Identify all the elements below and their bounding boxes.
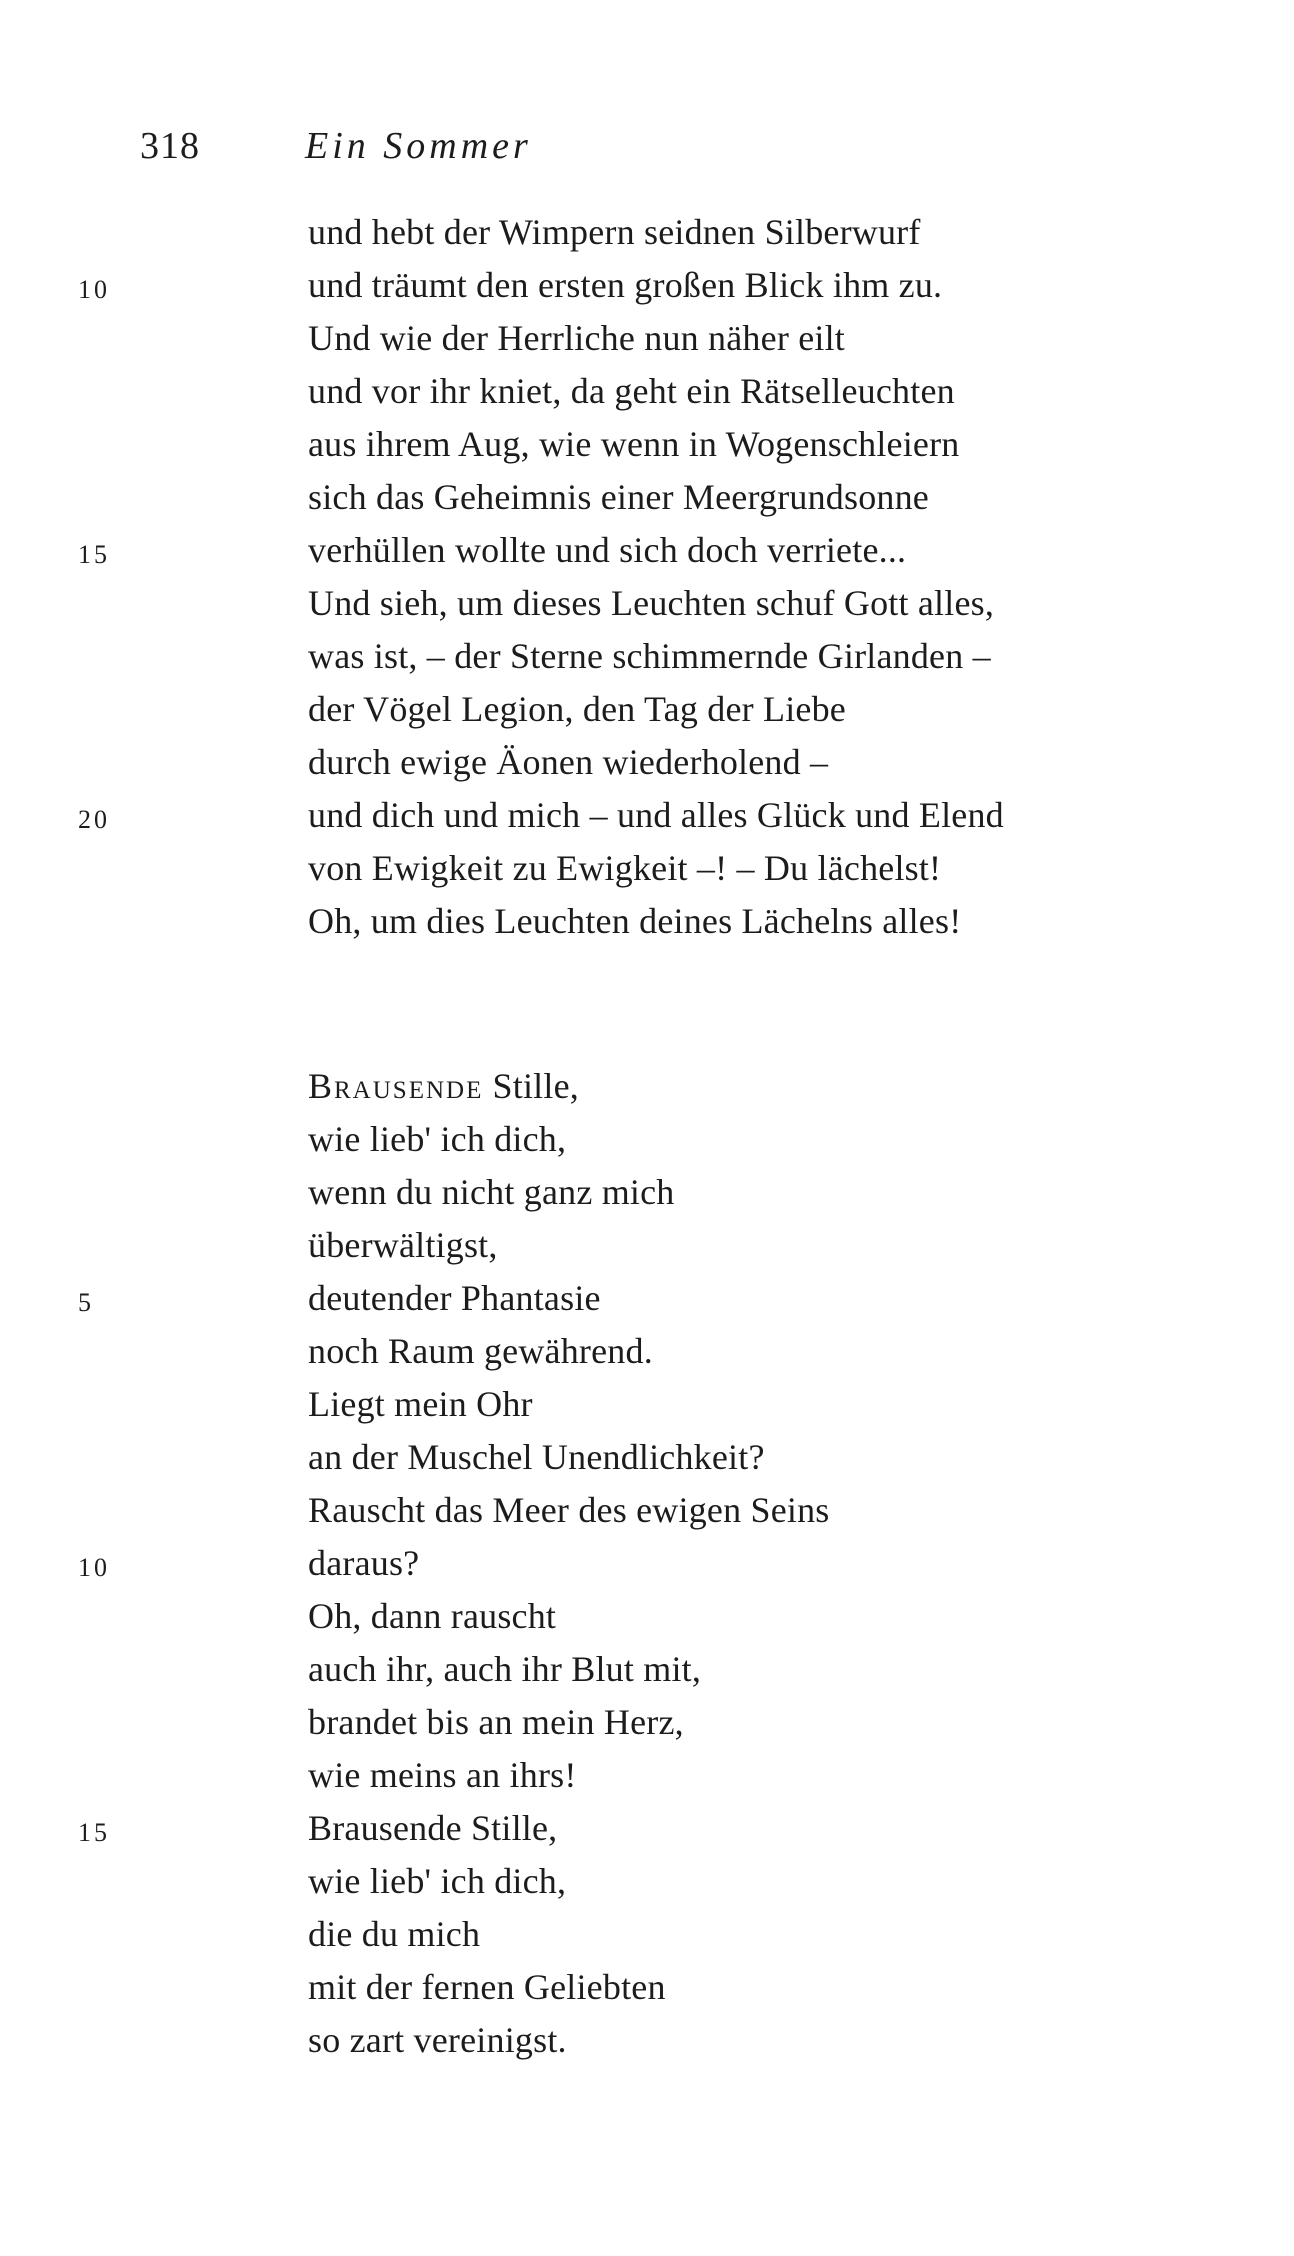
poem-line — [0, 259, 1294, 312]
line-number: 5 — [78, 1288, 94, 1317]
line-text: Rauscht das Meer des ewigen Seins — [308, 1490, 830, 1530]
running-title: Ein Sommer — [305, 125, 532, 167]
poem-line — [0, 842, 1294, 895]
line-text: und dich und mich – und alles Glück und Elend — [308, 795, 1004, 835]
first-line-rest: Stille, — [483, 1066, 579, 1106]
line-text: auch ihr, auch ihr Blut mit, — [308, 1649, 702, 1689]
poem-line — [0, 736, 1294, 789]
line-text: von Ewigkeit zu Ewigkeit –! – Du lächelst! — [308, 848, 942, 888]
poem-line — [0, 1484, 1294, 1537]
poem-line — [0, 630, 1294, 683]
line-text: daraus? — [308, 1543, 420, 1583]
poem-line — [0, 1908, 1294, 1961]
poem-line — [0, 471, 1294, 524]
poem-line — [0, 418, 1294, 471]
poem-line — [0, 1378, 1294, 1431]
line-text: und vor ihr kniet, da geht ein Rätselleuchten — [308, 371, 955, 411]
line-text: deutender Phantasie — [308, 1278, 601, 1318]
poem-line — [0, 895, 1294, 948]
line-text: so zart vereinigst. — [308, 2020, 567, 2060]
line-number: 15 — [78, 1818, 110, 1847]
line-text: Brausende Stille, — [308, 1808, 558, 1848]
line-number: 10 — [78, 1553, 110, 1582]
line-text: Und wie der Herrliche nun näher eilt — [308, 318, 845, 358]
poem-line — [0, 683, 1294, 736]
poem-continuation — [0, 206, 1294, 948]
line-text — [308, 1060, 579, 1113]
line-text: Oh, um dies Leuchten deines Lächelns alles! — [308, 901, 962, 941]
line-text: wenn du nicht ganz mich — [308, 1172, 675, 1212]
line-text: was ist, – der Sterne schimmernde Girlanden – — [308, 636, 991, 676]
poem-line — [0, 1590, 1294, 1643]
line-text: wie lieb' ich dich, — [308, 1119, 567, 1159]
page-number: 318 — [140, 125, 200, 167]
poem-line — [0, 1749, 1294, 1802]
line-text: überwältigst, — [308, 1225, 498, 1265]
poem-line — [0, 1272, 1294, 1325]
poem-line — [0, 1802, 1294, 1855]
poem-line — [0, 2014, 1294, 2067]
poem-line — [0, 577, 1294, 630]
line-text: mit der fernen Geliebten — [308, 1967, 666, 2007]
poem-line — [0, 1166, 1294, 1219]
line-text: Und sieh, um dieses Leuchten schuf Gott alles, — [308, 583, 995, 623]
poem-line — [0, 365, 1294, 418]
line-text: wie meins an ihrs! — [308, 1755, 577, 1795]
line-text: brandet bis an mein Herz, — [308, 1702, 684, 1742]
line-number: 10 — [78, 275, 110, 304]
poem-brausende-stille — [0, 1060, 1294, 2067]
poem-line — [0, 524, 1294, 577]
poem-line — [0, 1537, 1294, 1590]
line-text: und träumt den ersten großen Blick ihm zu. — [308, 265, 943, 305]
line-text: und hebt der Wimpern seidnen Silberwurf — [308, 212, 921, 252]
line-text: wie lieb' ich dich, — [308, 1861, 567, 1901]
poem-line — [0, 1431, 1294, 1484]
poem-first-line — [0, 1060, 1294, 1113]
poem-line — [0, 1696, 1294, 1749]
line-text: Oh, dann rauscht — [308, 1596, 557, 1636]
line-number: 20 — [78, 805, 110, 834]
poem-line — [0, 1325, 1294, 1378]
running-head — [140, 118, 532, 174]
line-text: Liegt mein Ohr — [308, 1384, 533, 1424]
poem-line — [0, 1855, 1294, 1908]
poem-line — [0, 1643, 1294, 1696]
line-text: der Vögel Legion, den Tag der Liebe — [308, 689, 846, 729]
line-text: die du mich — [308, 1914, 481, 1954]
line-text: aus ihrem Aug, wie wenn in Wogenschleiern — [308, 424, 960, 464]
poem-line — [0, 789, 1294, 842]
poem-line — [0, 312, 1294, 365]
line-text: sich das Geheimnis einer Meergrundsonne — [308, 477, 929, 517]
poem-line — [0, 206, 1294, 259]
line-text: an der Muschel Unendlichkeit? — [308, 1437, 765, 1477]
poem-line — [0, 1219, 1294, 1272]
line-text: durch ewige Äonen wiederholend – — [308, 742, 829, 782]
line-number: 15 — [78, 540, 110, 569]
opening-small-caps: Brausende — [308, 1066, 484, 1106]
line-text: noch Raum gewährend. — [308, 1331, 653, 1371]
poem-line — [0, 1961, 1294, 2014]
poem-line — [0, 1113, 1294, 1166]
line-text: verhüllen wollte und sich doch verriete... — [308, 530, 907, 570]
